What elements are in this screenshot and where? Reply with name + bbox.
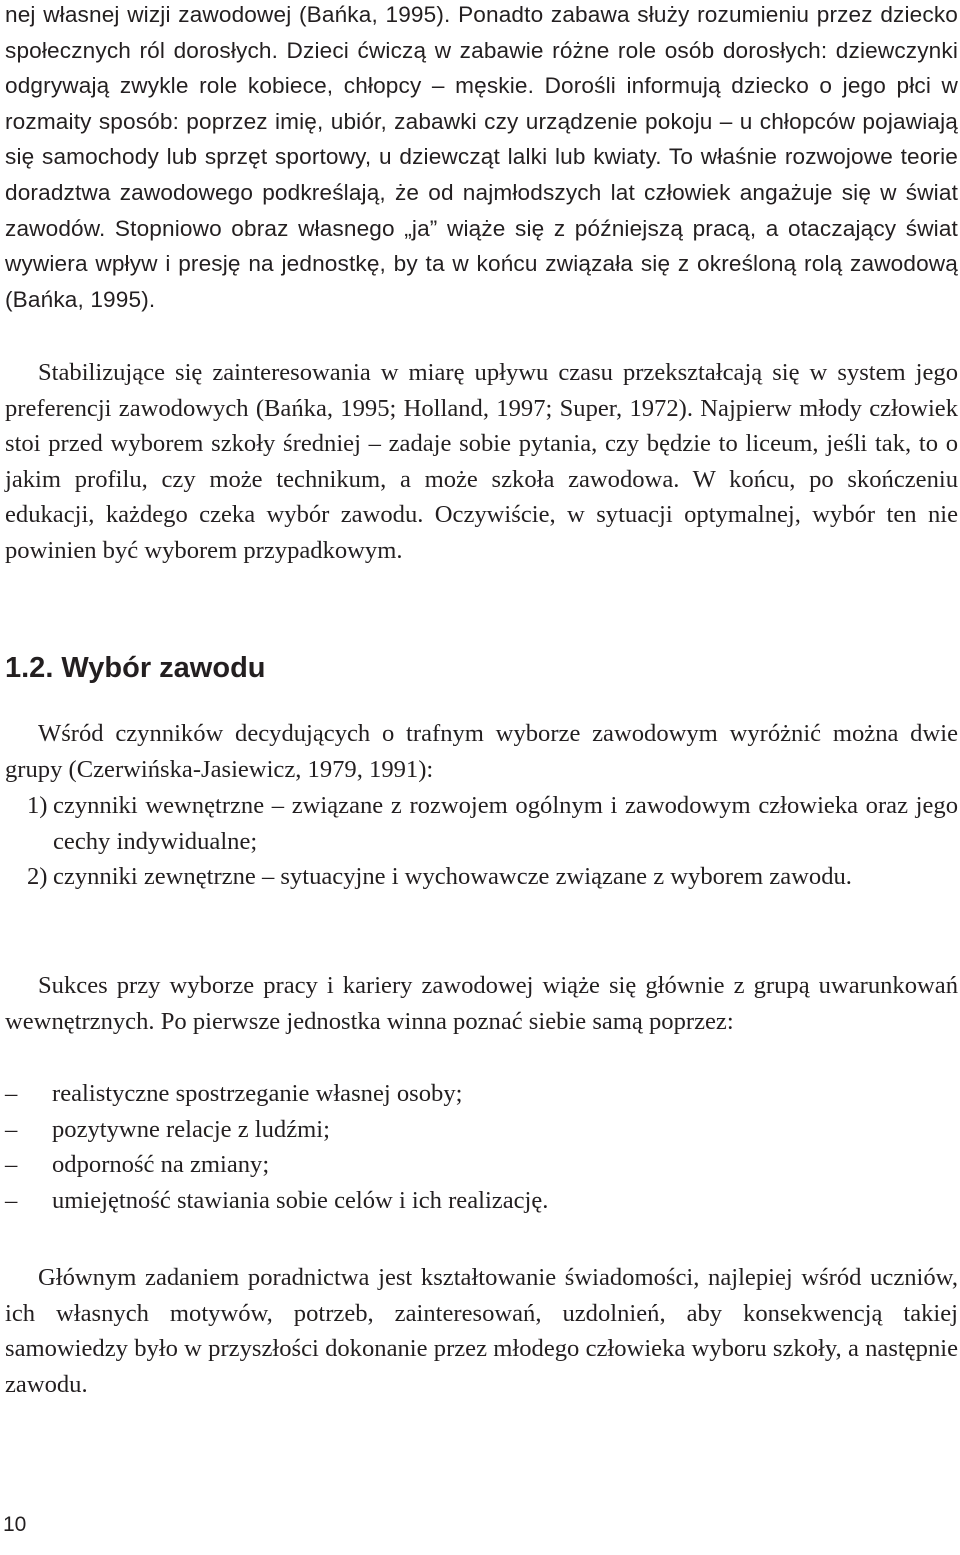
dash-bullet: –: [5, 1186, 18, 1214]
list-item: [5, 788, 958, 859]
list-item: [5, 859, 958, 895]
dash-bullet: –: [5, 1151, 18, 1179]
list-item-text: czynniki wewnętrzne – związane z rozwojem ogólnym i zawodowym człowieka oraz jego cechy indywidualne;: [53, 792, 958, 855]
list-item: [5, 1183, 958, 1219]
paragraph-counseling-task: Głównym zadaniem poradnictwa jest kształtowanie świadomości, najlepiej wśród uczniów, ich własnych motywów, potrzeb, zainteresowań, uzdolnień, aby konsekwencją takiej samowiedzy było w przyszłości dokonanie przez młodego człowieka wyboru szkoły, a następnie zawodu.: [5, 1264, 958, 1398]
list-item-text: czynniki zewnętrzne – sytuacyjne i wychowawcze związane z wyborem zawodu.: [53, 863, 852, 891]
list-item: [5, 1076, 958, 1112]
paragraph-success: Sukces przy wyborze pracy i kariery zawodowej wiąże się głównie z grupą uwarunkowań wewnętrznych. Po pierwsze jednostka winna poznać siebie samą poprzez:: [5, 972, 958, 1035]
list-number: 1): [27, 792, 48, 819]
list-item-text: realistyczne spostrzeganie własnej osoby;: [52, 1080, 463, 1107]
list-item-text: pozytywne relacje z ludźmi;: [52, 1115, 330, 1143]
dash-bullet: –: [5, 1080, 18, 1107]
self-knowledge-list: [5, 1076, 958, 1218]
list-item: [5, 1147, 958, 1183]
paragraph-factors-intro: Wśród czynników decydujących o trafnym wyborze zawodowym wyróżnić można dwie grupy (Czerwińska-Jasiewicz, 1979, 1991):: [5, 720, 958, 783]
list-item-text: umiejętność stawiania sobie celów i ich realizację.: [52, 1186, 549, 1214]
dash-bullet: –: [5, 1115, 18, 1143]
factors-list: [5, 788, 958, 895]
paragraph-stabilizing-interests: Stabilizujące się zainteresowania w miarę upływu czasu przekształcają się w system jego preferencji zawodowych (Bańka, 1995; Holland, 1997; Super, 1972). Najpierw młody człowiek stoi przed wyborem szkoły średniej – zadaje sobie pytania, czy będzie to liceum, jeśli tak, to o jakim profilu, czy może technikum, a może szkoła zawodowa. W końcu, po skończeniu edukacji, każdego czeka wybór zawodu. Oczywiście, w sytuacji optymalnej, wybór ten nie powinien być wyborem przypadkowym.: [5, 359, 958, 564]
list-number: 2): [27, 863, 48, 891]
list-item: [5, 1112, 958, 1148]
paragraph-play-and-roles: nej własnej wizji zawodowej (Bańka, 1995). Ponadto zabawa służy rozumieniu przez dziecko społecznych ról dorosłych. Dzieci ćwiczą w zabawie różne role osób dorosłych: dziewczynki odgrywają zwykle role kobiece, chłopcy – męskie. Dorośli informują dziecko o jego płci w rozmaity sposób: poprzez imię, ubiór, zabawki czy urządzenie pokoju – u chłopców pojawiają się samochody lub sprzęt sportowy, u dziewcząt lalki lub kwiaty. To właśnie rozwojowe teorie doradztwa zawodowego podkreślają, że od najmłodszych lat człowiek angażuje się w świat zawodów. Stopniowo obraz własnego „ja” wiąże się z późniejszą pracą, a otaczający świat wywiera wpływ i presję na jednostkę, by ta w końcu związała się z określoną rolą zawodową (Bańka, 1995).: [5, 2, 958, 312]
list-item-text: odporność na zmiany;: [52, 1151, 270, 1179]
page-number: 10: [3, 1513, 27, 1536]
section-heading: 1.2. Wybór zawodu: [5, 652, 266, 684]
